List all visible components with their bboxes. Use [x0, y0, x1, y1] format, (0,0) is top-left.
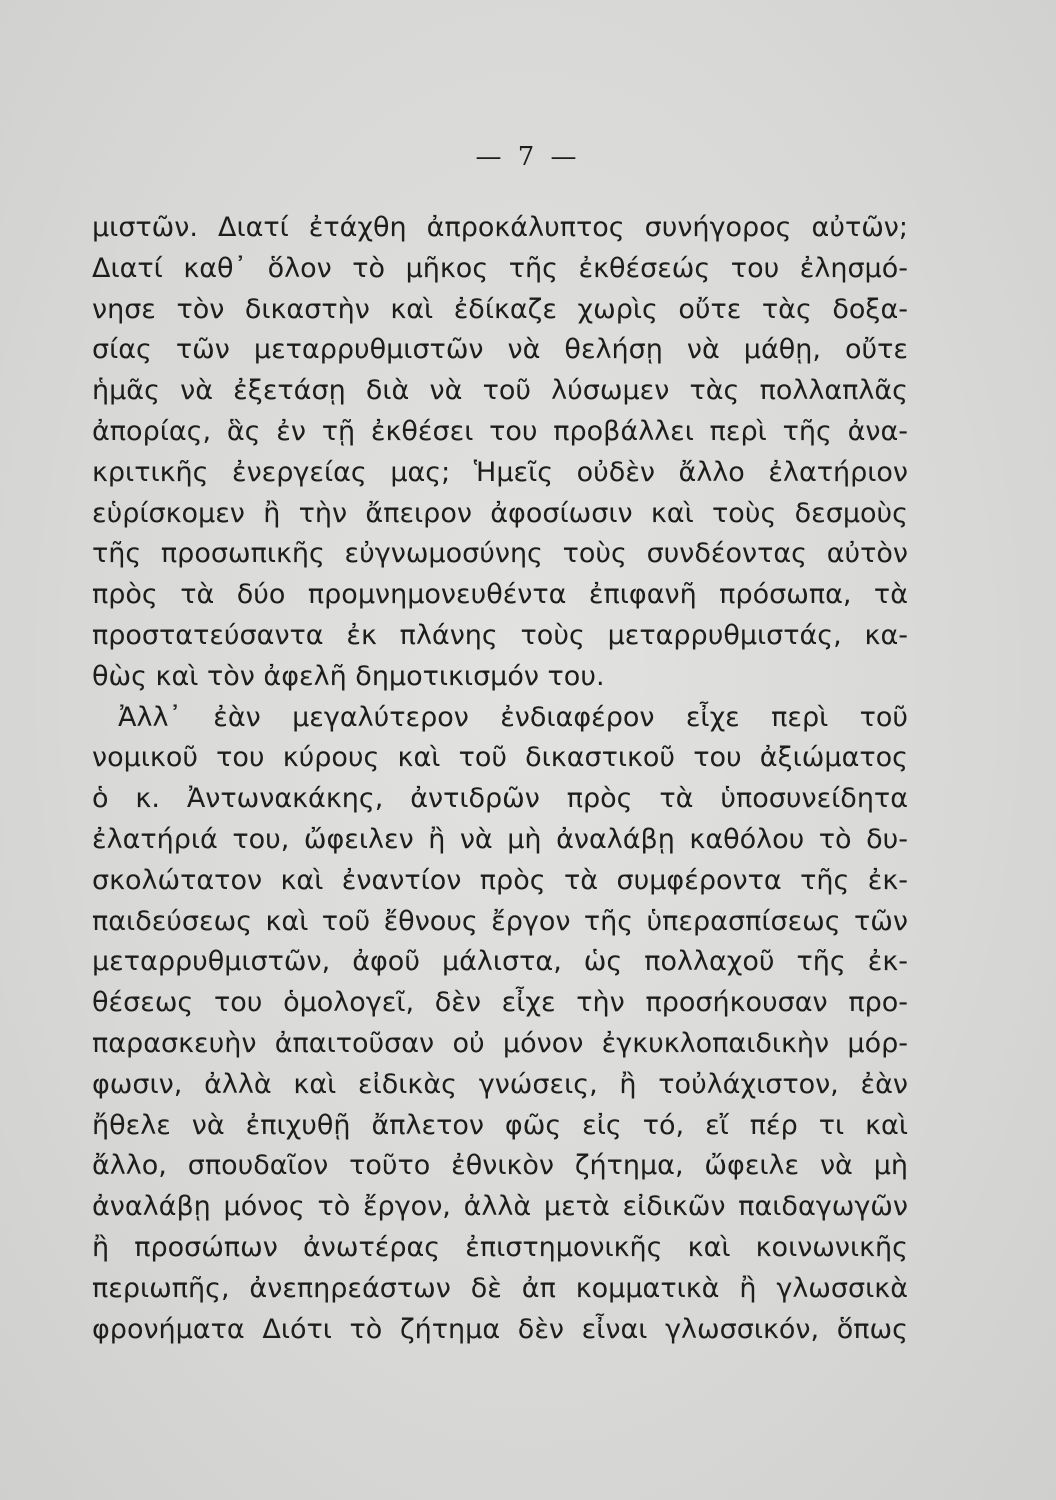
- text-line: ἄλλο, σπουδαῖον τοῦτο ἐθνικὸν ζήτημα, ὤφειλε νὰ μὴ: [92, 1150, 908, 1182]
- text-line: μεταρρυθμιστῶν, ἀφοῦ μάλιστα, ὡς πολλαχοῦ τῆς ἐκ-: [92, 946, 908, 978]
- text-line: περιωπῆς, ἀνεπηρεάστων δὲ ἀπ κομματικὰ ἢ γλωσσικὰ: [92, 1272, 908, 1304]
- text-line: ἤθελε νὰ ἐπιχυθῇ ἄπλετον φῶς εἰς τό, εἴ πέρ τι καὶ: [92, 1109, 908, 1141]
- text-line: ὁ κ. Ἀντωνακάκης, ἀντιδρῶν πρὸς τὰ ὑποσυνείδητα: [92, 783, 908, 815]
- text-line: παιδεύσεως καὶ τοῦ ἔθνους ἔργον τῆς ὑπερασπίσεως τῶν: [92, 905, 908, 937]
- text-line: θέσεως του ὁμολογεῖ, δὲν εἶχε τὴν προσήκουσαν προ-: [92, 987, 908, 1019]
- text-line: Διατί καθ᾽ ὅλον τὸ μῆκος τῆς ἐκθέσεώς του ἐλησμό-: [92, 252, 908, 284]
- text-line: ἀναλάβῃ μόνος τὸ ἔργον, ἀλλὰ μετὰ εἰδικῶν παιδαγωγῶν: [92, 1191, 908, 1223]
- page-number: — 7 —: [475, 142, 581, 172]
- text-line: σκολώτατον καὶ ἐναντίον πρὸς τὰ συμφέροντα τῆς ἐκ-: [92, 864, 908, 896]
- text-line: νομικοῦ του κύρους καὶ τοῦ δικαστικοῦ του ἀξιώματος: [92, 742, 908, 774]
- text-line: προστατεύσαντα ἐκ πλάνης τοὺς μεταρρυθμιστάς, κα-: [92, 619, 908, 651]
- text-line: ἢ προσώπων ἀνωτέρας ἐπιστημονικῆς καὶ κοινωνικῆς: [92, 1231, 908, 1263]
- text-line: πρὸς τὰ δύο προμνημονευθέντα ἐπιφανῆ πρόσωπα, τὰ: [92, 579, 908, 611]
- text-line: φρονήματα Διότι τὸ ζήτημα δὲν εἶναι γλωσσικόν, ὅπως: [92, 1313, 908, 1345]
- text-line: ἡμᾶς νὰ ἐξετάσῃ διὰ νὰ τοῦ λύσωμεν τὰς πολλαπλᾶς: [92, 375, 908, 407]
- text-line: ἐλατήριά του, ὤφειλεν ἢ νὰ μὴ ἀναλάβῃ καθόλου τὸ δυ-: [92, 823, 908, 855]
- paragraph-end-line: θὼς καὶ τὸν ἀφελῆ δημοτικισμόν του.: [92, 660, 605, 692]
- text-line: μιστῶν. Διατί ἐτάχθη ἀπροκάλυπτος συνήγορος αὐτῶν;: [92, 212, 908, 243]
- text-line: εὑρίσκομεν ἢ τὴν ἄπειρον ἀφοσίωσιν καὶ τοὺς δεσμοὺς: [92, 497, 908, 529]
- text-line: κριτικῆς ἐνεργείας μας; Ἡμεῖς οὐδὲν ἄλλο ἐλατήριον: [92, 456, 908, 488]
- paragraph-start-line: Ἀλλ᾽ ἐὰν μεγαλύτερον ἐνδιαφέρον εἶχε περὶ τοῦ: [118, 701, 908, 733]
- text-line: σίας τῶν μεταρρυθμιστῶν νὰ θελήσῃ νὰ μάθῃ, οὔτε: [92, 334, 908, 366]
- body-text: [92, 208, 908, 1350]
- text-line: φωσιν, ἀλλὰ καὶ εἰδικὰς γνώσεις, ἢ τοὐλάχιστον, ἐὰν: [92, 1068, 908, 1100]
- text-line: νησε τὸν δικαστὴν καὶ ἐδίκαζε χωρὶς οὔτε τὰς δοξα-: [92, 293, 908, 325]
- text-line: παρασκευὴν ἀπαιτοῦσαν οὐ μόνον ἐγκυκλοπαιδικὴν μόρ-: [92, 1027, 908, 1059]
- text-line: ἀπορίας, ἃς ἐν τῇ ἐκθέσει του προβάλλει περὶ τῆς ἀνα-: [92, 415, 908, 447]
- text-line: τῆς προσωπικῆς εὐγνωμοσύνης τοὺς συνδέοντας αὐτὸν: [92, 538, 908, 570]
